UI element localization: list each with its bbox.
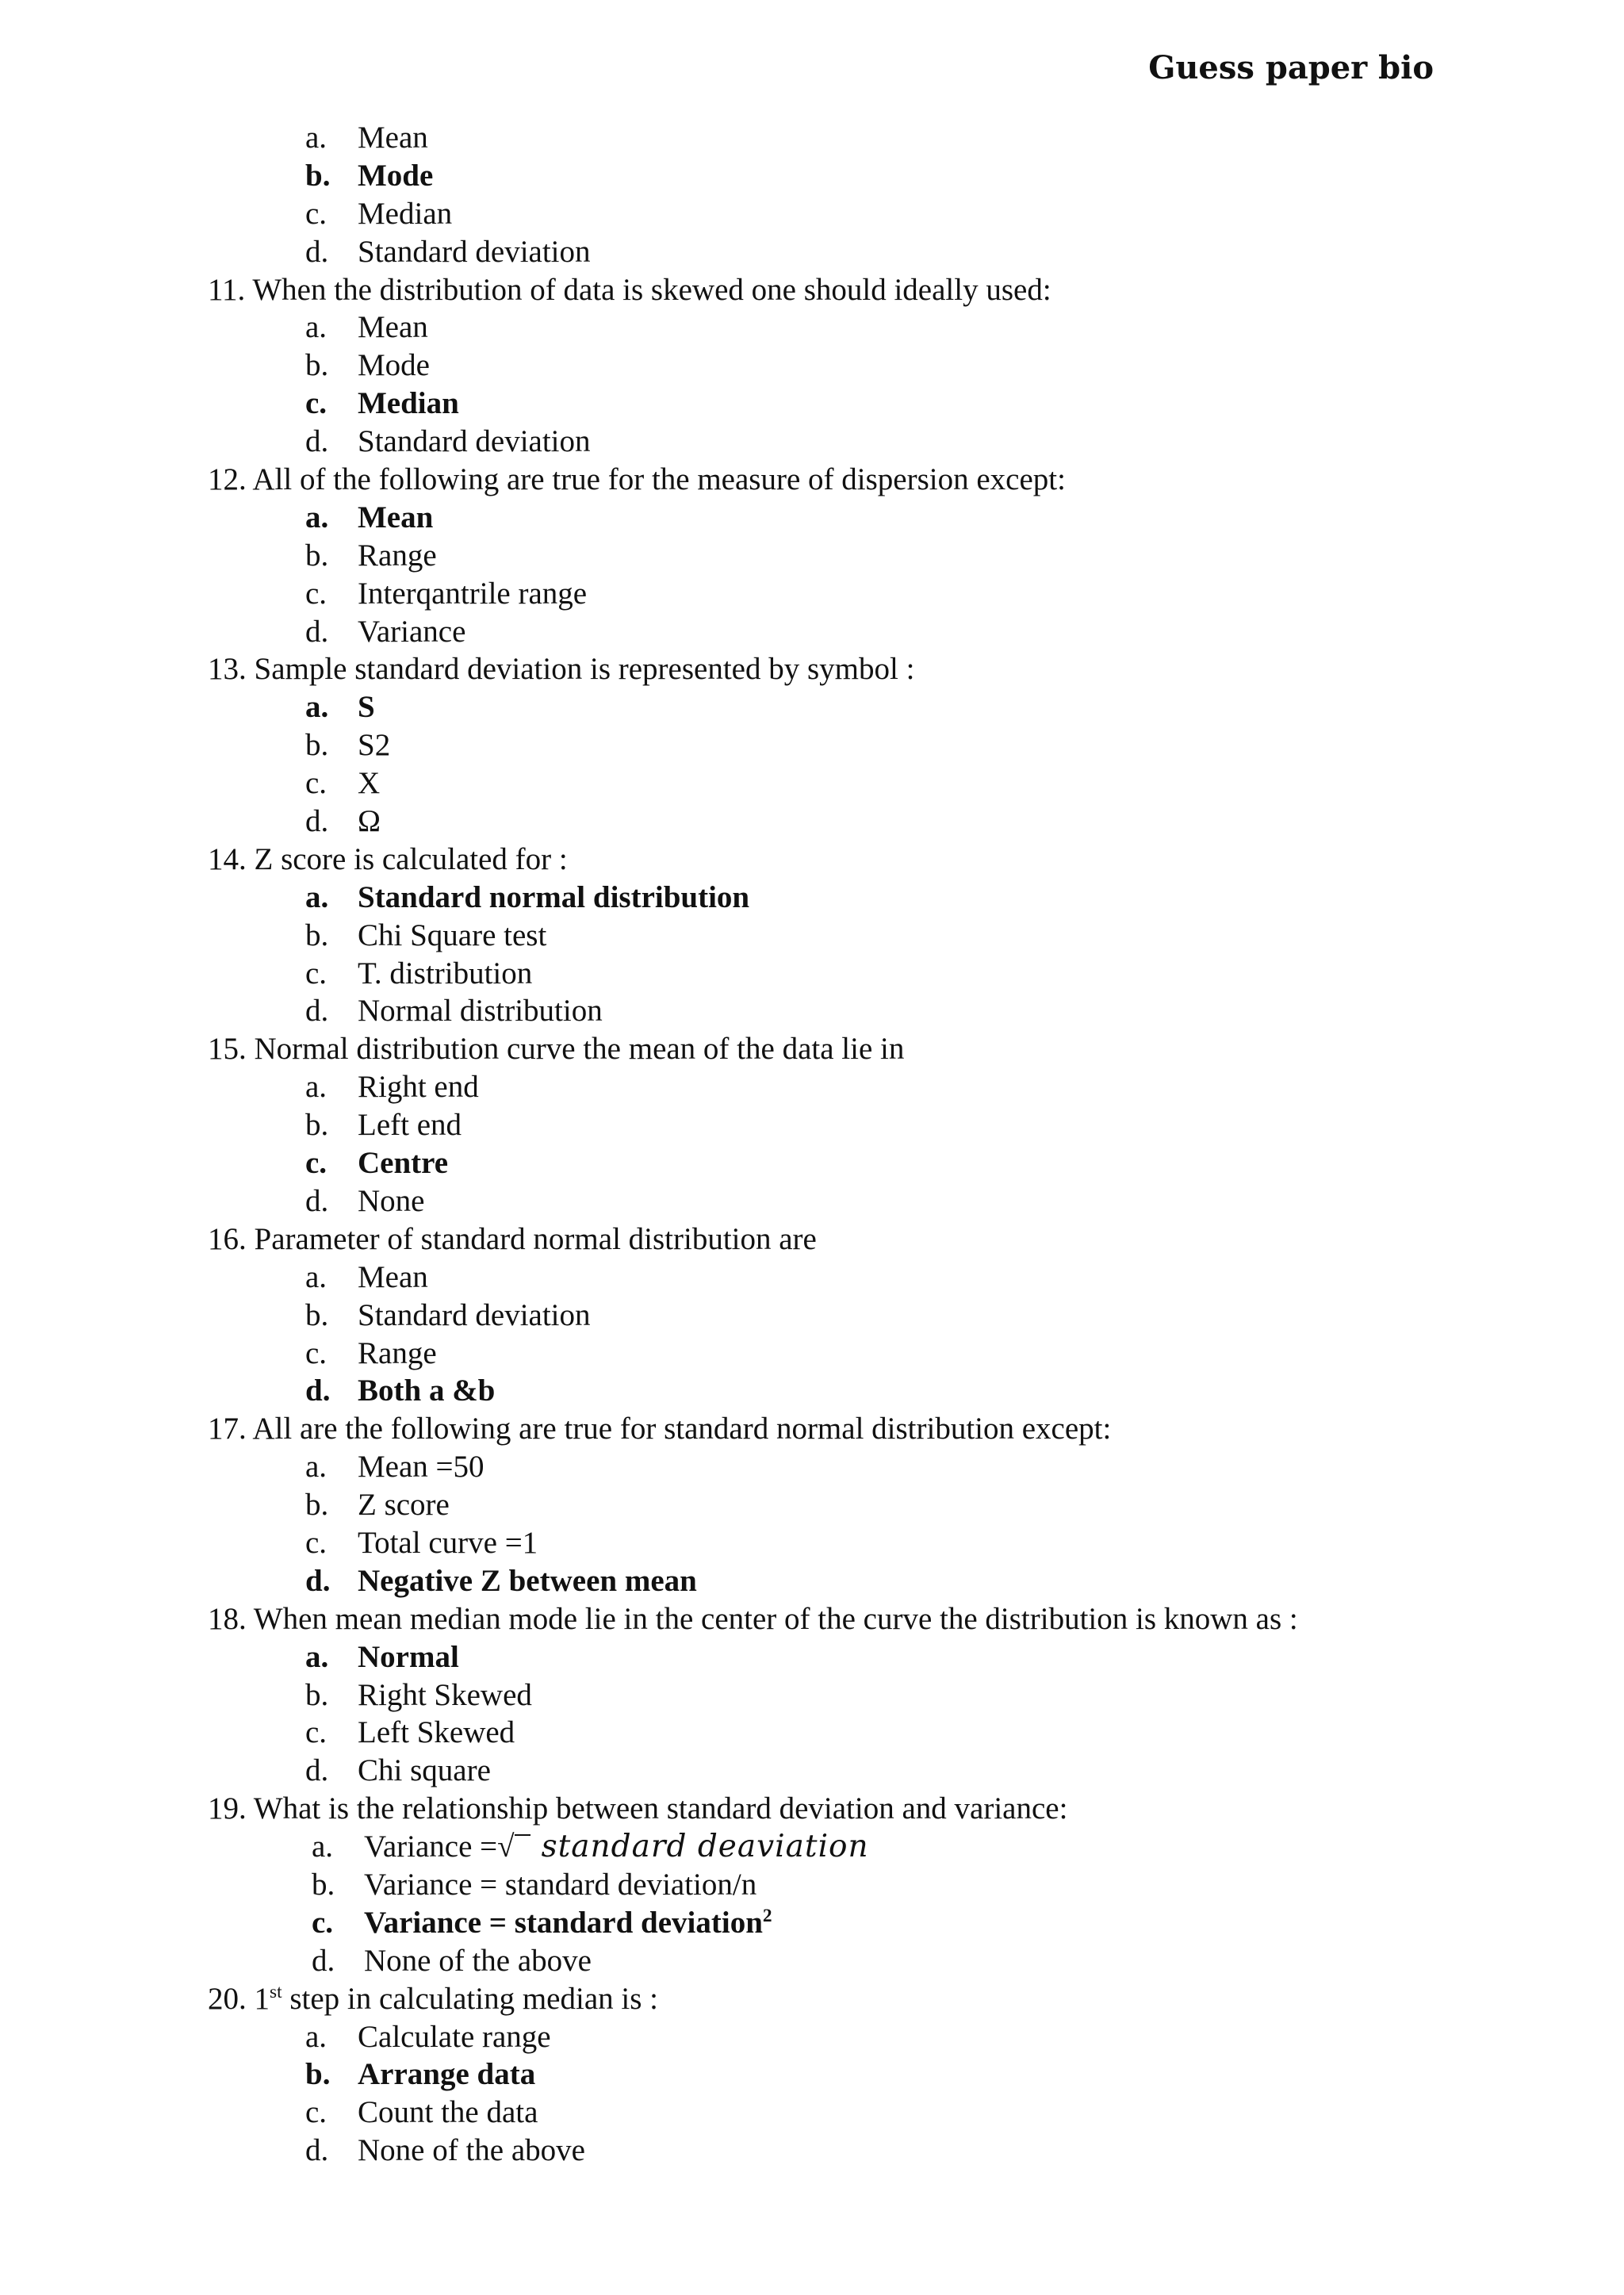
option-text: None	[358, 1183, 425, 1218]
option-math-expression: standard deaviation	[541, 1829, 869, 1865]
question-20	[0, 1980, 1624, 2018]
option-letter: a.	[305, 1450, 327, 1485]
answer-option	[0, 613, 1624, 651]
option-letter: d.	[305, 1563, 331, 1598]
answer-option	[0, 1676, 1624, 1715]
question-text: Parameter of standard normal distribution are	[254, 1221, 817, 1256]
option-letter: a.	[305, 121, 327, 155]
option-text: Variance = standard deviation	[364, 1905, 763, 1940]
option-letter: c.	[305, 1146, 327, 1181]
option-text: T. distribution	[358, 956, 533, 990]
answer-option	[0, 157, 1624, 195]
option-text: Z score	[358, 1488, 450, 1523]
question-17	[0, 1410, 1624, 1448]
option-text: Mean	[358, 310, 428, 345]
option-letter: c.	[305, 576, 327, 611]
question-13	[0, 650, 1624, 688]
option-letter: b.	[305, 158, 331, 193]
answer-option	[0, 119, 1624, 157]
option-text: Arrange data	[358, 2057, 536, 2092]
option-letter: d.	[305, 614, 329, 649]
answer-option	[0, 879, 1624, 917]
option-superscript: 2	[762, 1905, 772, 1926]
answer-option	[0, 1297, 1624, 1335]
answer-option	[0, 233, 1624, 271]
option-text: Ω	[358, 804, 381, 839]
answer-option	[0, 1335, 1624, 1373]
option-letter: c.	[305, 196, 327, 231]
question-text: All of the following are true for the measure of dispersion except:	[252, 462, 1066, 497]
option-letter: c.	[305, 1525, 327, 1560]
answer-option	[0, 308, 1624, 347]
question-number: 19.	[208, 1791, 247, 1826]
answer-option	[0, 1866, 1624, 1904]
option-letter: a.	[305, 1070, 327, 1105]
option-text: Variance	[358, 614, 466, 649]
answer-option	[0, 1182, 1624, 1220]
option-text: Mean	[358, 500, 434, 534]
option-letter: a.	[305, 690, 329, 725]
option-letter: b.	[305, 2057, 331, 2092]
question-text-superscript: st	[270, 1981, 282, 2002]
option-text: Mean =50	[358, 1450, 485, 1485]
answer-option	[0, 688, 1624, 726]
answer-option	[0, 1942, 1624, 1980]
question-number: 16.	[208, 1221, 247, 1256]
option-letter: c.	[312, 1905, 334, 1940]
option-text: Mode	[358, 348, 430, 383]
option-letter: c.	[305, 766, 327, 801]
square-root-bar	[515, 1834, 530, 1864]
answer-option	[0, 726, 1624, 764]
option-text: S	[358, 690, 375, 725]
question-text: Sample standard deviation is represented by symbol :	[254, 652, 915, 687]
option-text: Right Skewed	[358, 1677, 532, 1712]
option-letter: d.	[305, 1374, 331, 1408]
option-letter: d.	[305, 1753, 329, 1788]
question-text: All are the following are true for standard normal distribution except:	[252, 1412, 1112, 1446]
answer-option	[0, 1106, 1624, 1144]
option-text: Left Skewed	[358, 1715, 515, 1750]
option-text: Both a &b	[358, 1374, 496, 1408]
option-text: Variance = standard deviation/n	[364, 1867, 757, 1902]
question-12	[0, 461, 1624, 499]
option-letter: d.	[305, 234, 329, 269]
question-11	[0, 271, 1624, 309]
answer-option	[0, 1486, 1624, 1524]
question-18	[0, 1600, 1624, 1638]
answer-option	[0, 2094, 1624, 2132]
answer-option	[0, 2132, 1624, 2170]
option-letter: c.	[305, 386, 327, 421]
option-letter: d.	[312, 1943, 335, 1978]
option-text: Left end	[358, 1108, 462, 1143]
answer-option	[0, 917, 1624, 955]
answer-option	[0, 575, 1624, 613]
option-text: Normal	[358, 1639, 459, 1674]
question-number: 17.	[208, 1412, 247, 1446]
option-letter: a.	[305, 879, 329, 914]
question-19	[0, 1790, 1624, 1828]
option-text: Mean	[358, 1259, 428, 1294]
option-text: Normal distribution	[358, 994, 603, 1029]
answer-option	[0, 1828, 1624, 1866]
option-text: None of the above	[364, 1943, 592, 1978]
answer-option	[0, 347, 1624, 385]
answer-option	[0, 803, 1624, 841]
option-text: Interqantrile range	[358, 576, 588, 611]
question-list	[0, 119, 1624, 2170]
option-letter: b.	[312, 1867, 335, 1902]
answer-option	[0, 385, 1624, 423]
option-letter: c.	[305, 2095, 327, 2130]
question-number: 11.	[208, 272, 246, 307]
question-number: 18.	[208, 1601, 247, 1636]
option-text: Mode	[358, 158, 434, 193]
option-letter: a.	[305, 1259, 327, 1294]
option-letter: d.	[305, 424, 329, 459]
answer-option	[0, 1068, 1624, 1106]
option-text: Mean	[358, 121, 428, 155]
option-text: Variance =√	[364, 1829, 515, 1864]
answer-option	[0, 2056, 1624, 2094]
option-letter: b.	[305, 348, 329, 383]
option-letter: c.	[305, 956, 327, 990]
answer-option	[0, 992, 1624, 1030]
option-letter: d.	[305, 994, 329, 1029]
option-letter: d.	[305, 2133, 329, 2168]
option-text: Median	[358, 196, 453, 231]
page-header-title: Guess paper bio	[1148, 49, 1434, 86]
answer-option	[0, 2018, 1624, 2056]
question-text: What is the relationship between standard deviation and variance:	[253, 1791, 1068, 1826]
option-letter: b.	[305, 1297, 329, 1332]
question-text: When the distribution of data is skewed one should ideally used:	[252, 272, 1051, 307]
option-letter: d.	[305, 804, 329, 839]
answer-option	[0, 1562, 1624, 1600]
option-text: Centre	[358, 1146, 449, 1181]
answer-option	[0, 1752, 1624, 1790]
question-number: 20.	[208, 1981, 247, 2016]
option-text: Standard normal distribution	[358, 879, 750, 914]
option-letter: b.	[305, 728, 329, 763]
question-text: step in calculating median is :	[282, 1981, 658, 2016]
question-number: 12.	[208, 462, 247, 497]
option-letter: a.	[312, 1829, 334, 1864]
question-number: 15.	[208, 1032, 247, 1067]
option-text: X	[358, 766, 381, 801]
question-15	[0, 1030, 1624, 1068]
option-text: Range	[358, 1335, 437, 1370]
answer-option	[0, 1448, 1624, 1486]
answer-option	[0, 499, 1624, 537]
option-text: Negative Z between mean	[358, 1563, 697, 1598]
question-text: When mean median mode lie in the center of the curve the distribution is known as :	[253, 1601, 1298, 1636]
option-letter: b.	[305, 538, 329, 573]
answer-option	[0, 195, 1624, 233]
option-text: Count the data	[358, 2095, 538, 2130]
answer-option	[0, 1904, 1624, 1942]
answer-option	[0, 1372, 1624, 1410]
question-14	[0, 841, 1624, 879]
answer-option	[0, 537, 1624, 575]
option-letter: a.	[305, 500, 329, 534]
option-letter: b.	[305, 1488, 329, 1523]
option-letter: b.	[305, 918, 329, 952]
question-16	[0, 1220, 1624, 1259]
answer-option	[0, 764, 1624, 803]
option-text: Standard deviation	[358, 1297, 591, 1332]
option-letter: a.	[305, 1639, 329, 1674]
question-text: Normal distribution curve the mean of the data lie in	[254, 1032, 905, 1067]
option-text: Chi Square test	[358, 918, 547, 952]
answer-option	[0, 1144, 1624, 1182]
option-letter: c.	[305, 1335, 327, 1370]
option-text: Chi square	[358, 1753, 491, 1788]
answer-option	[0, 1638, 1624, 1676]
option-text: Standard deviation	[358, 234, 591, 269]
option-text: Total curve =1	[358, 1525, 538, 1560]
option-text: None of the above	[358, 2133, 585, 2168]
question-number: 13.	[208, 652, 247, 687]
answer-option	[0, 955, 1624, 993]
option-text: S2	[358, 728, 391, 763]
question-number: 14.	[208, 841, 247, 876]
option-text: Right end	[358, 1070, 479, 1105]
option-text: Calculate range	[358, 2019, 551, 2054]
question-text-prefix: 1	[254, 1981, 270, 2016]
answer-option	[0, 1259, 1624, 1297]
option-letter: a.	[305, 310, 327, 345]
answer-option	[0, 1524, 1624, 1562]
question-text: Z score is calculated for :	[254, 841, 568, 876]
option-letter: c.	[305, 1715, 327, 1750]
option-letter: b.	[305, 1108, 329, 1143]
answer-option	[0, 1714, 1624, 1752]
option-letter: a.	[305, 2019, 327, 2054]
option-text: Median	[358, 386, 459, 421]
option-text: Range	[358, 538, 437, 573]
option-letter: b.	[305, 1677, 329, 1712]
option-text: Standard deviation	[358, 424, 591, 459]
option-letter: d.	[305, 1183, 329, 1218]
answer-option	[0, 423, 1624, 461]
